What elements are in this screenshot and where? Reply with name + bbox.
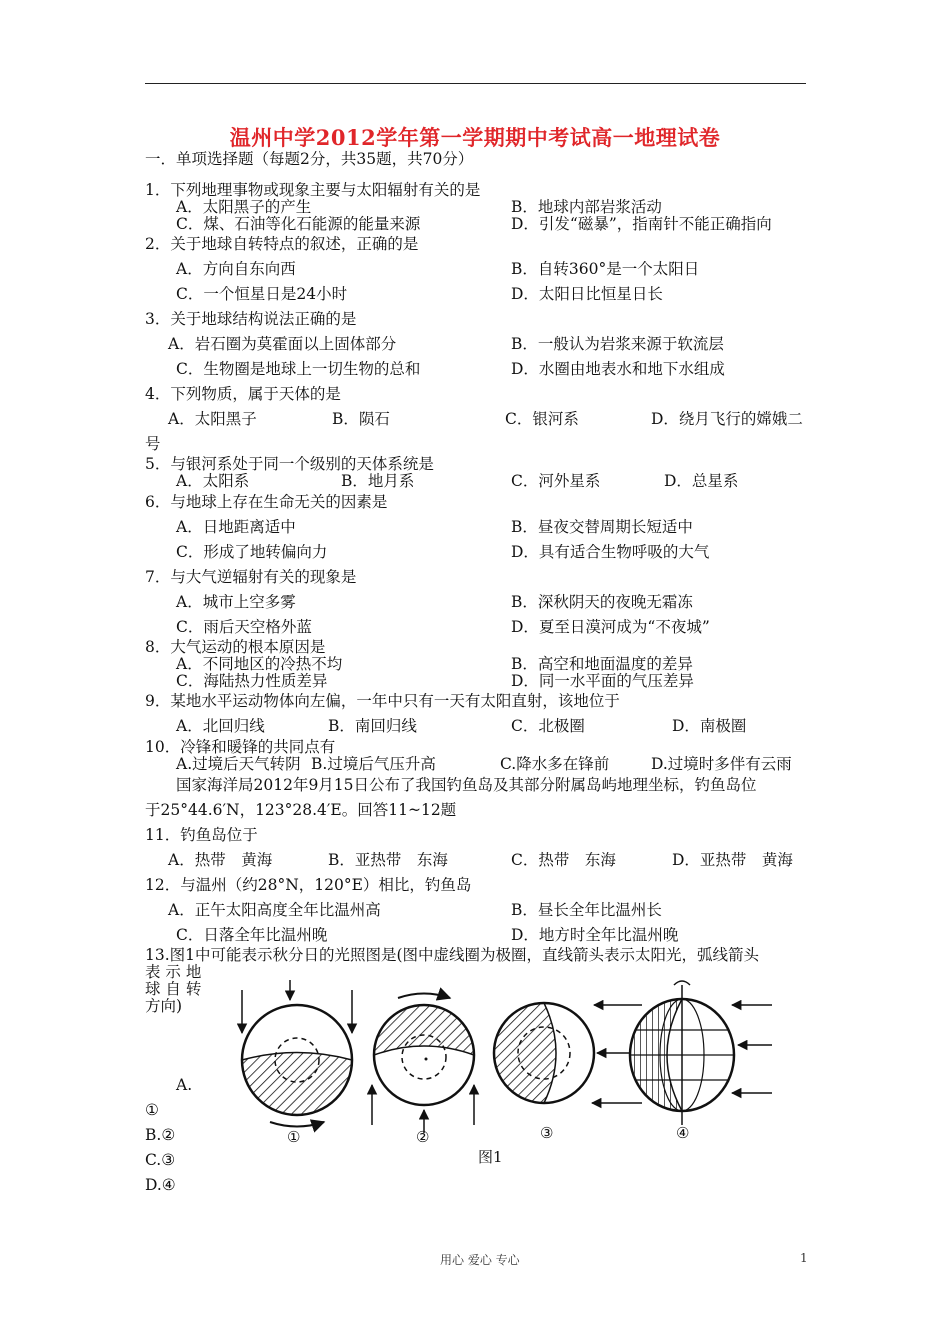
globe-2 — [372, 994, 474, 1134]
q4-option-b: B．陨石 — [332, 410, 390, 428]
q1-option-a: A．太阳黑子的产生 — [176, 198, 312, 216]
q7-option-a: A．城市上空多雾 — [176, 593, 296, 611]
q13-option-b: B.② — [145, 1126, 176, 1144]
question-13-cont-2: 球 自 转 — [145, 980, 202, 998]
header-rule — [145, 83, 806, 84]
q9-option-d: D．南极圈 — [672, 717, 747, 735]
q13-option-a-value: ① — [145, 1101, 159, 1119]
globe-4 — [630, 981, 772, 1125]
figure-label-3: ③ — [540, 1124, 554, 1142]
q13-option-a: A. — [176, 1076, 193, 1094]
q7-option-b: B．深秋阴天的夜晚无霜冻 — [511, 593, 693, 611]
q3-option-d: D．水圈由地表水和地下水组成 — [511, 360, 725, 378]
q1-option-c: C．煤、石油等化石能源的能量来源 — [176, 215, 421, 233]
q10-option-c: C.降水多在锋前 — [500, 755, 610, 773]
q11-option-b: B．亚热带 东海 — [328, 851, 448, 869]
q11-option-a: A．热带 黄海 — [168, 851, 273, 869]
q8-option-c: C．海陆热力性质差异 — [176, 672, 328, 690]
q2-option-c: C．一个恒星日是24小时 — [176, 285, 348, 303]
question-12: 12．与温州（约28°N，120°E）相比，钓鱼岛 — [145, 876, 472, 894]
figure-label-2: ② — [416, 1128, 430, 1146]
passage-line-1: 国家海洋局2012年9月15日公布了我国钓鱼岛及其部分附属岛屿地理坐标，钓鱼岛位 — [176, 776, 757, 794]
question-11: 11．钓鱼岛位于 — [145, 826, 258, 844]
figure-label-4: ④ — [676, 1124, 690, 1142]
q5-option-b: B．地月系 — [341, 472, 415, 490]
q9-option-b: B．南回归线 — [328, 717, 417, 735]
q11-option-c: C．热带 东海 — [511, 851, 616, 869]
q12-option-c: C．日落全年比温州晚 — [176, 926, 328, 944]
question-13-cont-3: 方向) — [145, 997, 183, 1015]
q3-option-a: A．岩石圈为莫霍面以上固体部分 — [168, 335, 397, 353]
q5-option-a: A．太阳系 — [176, 472, 250, 490]
question-10: 10．冷锋和暖锋的共同点有 — [145, 738, 336, 756]
section-heading: 一．单项选择题（每题2分，共35题，共70分） — [145, 150, 474, 168]
q4-option-d: D．绕月飞行的嫦娥二 — [651, 410, 803, 428]
question-1: 1．下列地理事物或现象主要与太阳辐射有关的是 — [145, 181, 481, 199]
q5-option-d: D．总星系 — [664, 472, 739, 490]
question-8: 8．大气运动的根本原因是 — [145, 638, 326, 656]
q7-option-c: C．雨后天空格外蓝 — [176, 618, 312, 636]
q5-option-c: C．河外星系 — [511, 472, 601, 490]
q10-option-b: B.过境后气压升高 — [311, 755, 436, 773]
q4-option-c: C．银河系 — [505, 410, 579, 428]
q6-option-b: B．昼夜交替周期长短适中 — [511, 518, 693, 536]
passage-line-2: 于25°44.6′N，123°28.4′E。回答11~12题 — [145, 801, 457, 819]
q8-option-b: B．高空和地面温度的差异 — [511, 655, 693, 673]
q10-option-d: D.过境时多伴有云雨 — [651, 755, 792, 773]
figure-label-1: ① — [287, 1128, 301, 1146]
question-5: 5．与银河系处于同一个级别的天体系统是 — [145, 455, 434, 473]
illumination-figure — [232, 975, 792, 1150]
q6-option-c: C．形成了地转偏向力 — [176, 543, 328, 561]
q1-option-d: D．引发“磁暴”，指南针不能正确指向 — [511, 215, 772, 233]
question-6: 6．与地球上存在生命无关的因素是 — [145, 493, 388, 511]
page-title: 温州中学2012学年第一学期期中考试高一地理试卷 — [229, 125, 721, 150]
q9-option-a: A．北回归线 — [176, 717, 265, 735]
question-7: 7．与大气逆辐射有关的现象是 — [145, 568, 357, 586]
q2-option-a: A．方向自东向西 — [176, 260, 296, 278]
page-number: 1 — [800, 1251, 808, 1265]
q12-option-d: D．地方时全年比温州晚 — [511, 926, 679, 944]
q11-option-d: D．亚热带 黄海 — [672, 851, 793, 869]
q3-option-c: C．生物圈是地球上一切生物的总和 — [176, 360, 421, 378]
q2-option-b: B．自转360°是一个太阳日 — [511, 260, 700, 278]
question-2: 2．关于地球自转特点的叙述，正确的是 — [145, 235, 419, 253]
q1-option-b: B．地球内部岩浆活动 — [511, 198, 662, 216]
footer-motto: 用心 爱心 专心 — [440, 1253, 520, 1267]
q6-option-a: A．日地距离适中 — [176, 518, 296, 536]
q8-option-d: D．同一水平面的气压差异 — [511, 672, 694, 690]
q8-option-a: A．不同地区的冷热不均 — [176, 655, 343, 673]
q13-option-c: C.③ — [145, 1151, 176, 1169]
question-4: 4．下列物质，属于天体的是 — [145, 385, 341, 403]
q9-option-c: C．北极圈 — [511, 717, 585, 735]
q12-option-b: B．昼长全年比温州长 — [511, 901, 662, 919]
q3-option-b: B．一般认为岩浆来源于软流层 — [511, 335, 724, 353]
q2-option-d: D．太阳日比恒星日长 — [511, 285, 663, 303]
q12-option-a: A．正午太阳高度全年比温州高 — [168, 901, 381, 919]
q6-option-d: D．具有适合生物呼吸的大气 — [511, 543, 710, 561]
q7-option-d: D．夏至日漠河成为“不夜城” — [511, 618, 710, 636]
q10-option-a: A.过境后天气转阴 — [176, 755, 301, 773]
q4-option-d-wrap: 号 — [145, 435, 161, 453]
figure-caption: 图1 — [478, 1148, 503, 1166]
q4-option-a: A．太阳黑子 — [168, 410, 257, 428]
question-13-cont-1: 表 示 地 — [145, 963, 202, 981]
globe-3 — [494, 1003, 642, 1103]
question-3: 3．关于地球结构说法正确的是 — [145, 310, 357, 328]
question-9: 9．某地水平运动物体向左偏，一年中只有一天有太阳直射，该地位于 — [145, 692, 620, 710]
globe-1 — [242, 980, 352, 1127]
q13-option-d: D.④ — [145, 1176, 176, 1194]
question-13: 13.图1中可能表示秋分日的光照图是(图中虚线圈为极圈，直线箭头表示太阳光，弧线箭头 — [145, 946, 760, 964]
